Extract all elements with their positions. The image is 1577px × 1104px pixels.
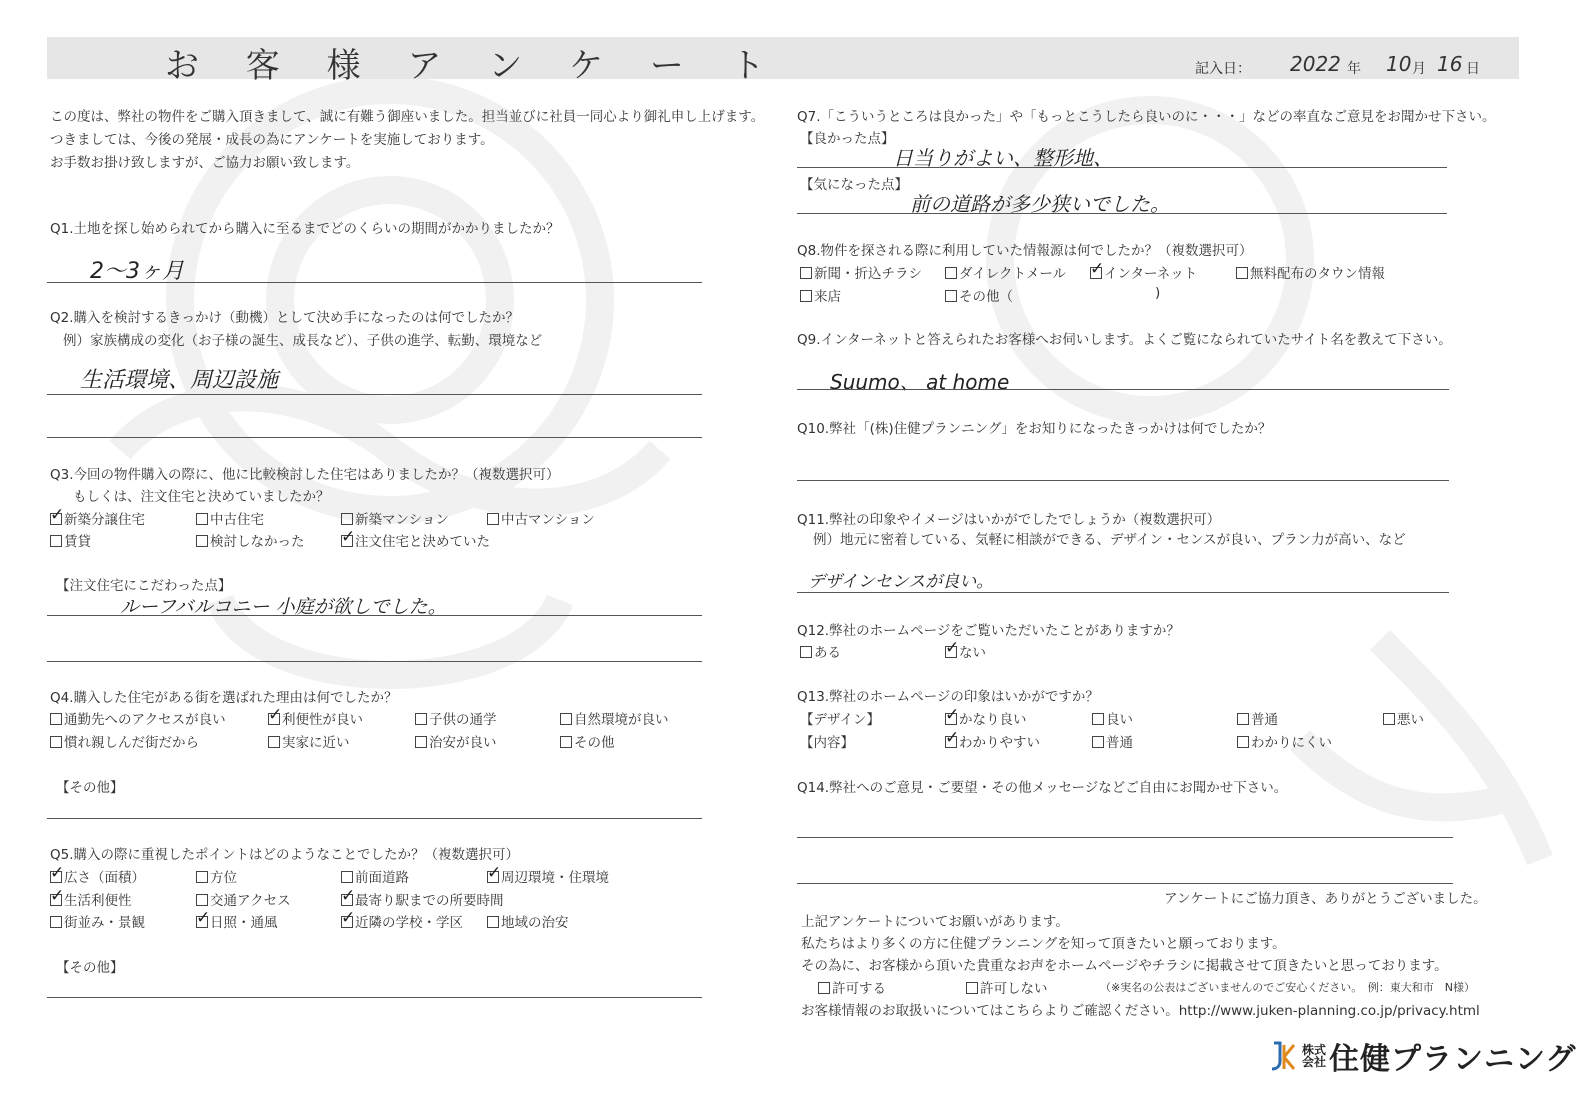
company-logo [1270, 1034, 1576, 1078]
date-year: 2022 [1290, 52, 1341, 76]
page-title: お 客 様 ア ン ケ ー ト [165, 46, 783, 86]
q4-option[interactable]: 実家に近い [268, 731, 350, 751]
q13-content-label: 【内容】 [800, 735, 854, 751]
checkbox[interactable] [1092, 736, 1104, 748]
checkbox[interactable] [560, 736, 572, 748]
q2-question: Q2.購入を検討するきっかけ（動機）として決め手になったのは何でしたか？ [50, 310, 520, 326]
answer-line [47, 394, 702, 395]
answer-line [797, 389, 1449, 390]
checkbox[interactable] [487, 916, 499, 928]
q4-option[interactable]: 子供の通学 [415, 708, 497, 728]
permit-option[interactable]: 許可する [818, 977, 886, 997]
q11-question: Q11.弊社の印象やイメージはいかがでしたでしょうか（複数選択可） [797, 512, 1221, 528]
checkbox[interactable] [945, 267, 957, 279]
q12-option-no[interactable]: ✓ ない [945, 641, 986, 661]
answer-line [797, 837, 1453, 838]
q3-question: Q3.今回の物件購入の際に、他に比較検討した住宅はありましたか？（複数選択可） [50, 467, 560, 483]
q13-design-option[interactable]: 良い [1092, 708, 1133, 728]
q13-content-option[interactable]: ✓ わかりやすい [945, 731, 1040, 751]
q5-option[interactable]: ✓広さ（面積） [50, 866, 145, 886]
q4-question: Q4.購入した住宅がある街を選ばれた理由は何でしたか？ [50, 690, 398, 706]
thanks-text: アンケートにご協力頂き、ありがとうございました。 [1164, 891, 1487, 907]
checkbox[interactable] [800, 267, 812, 279]
checkbox[interactable] [415, 713, 427, 725]
q8-option[interactable]: 無料配布のタウン情報 [1236, 262, 1385, 282]
q13-design-label: 【デザイン】 [800, 712, 881, 728]
checkbox[interactable] [1237, 736, 1249, 748]
q3-option-used-house[interactable]: 中古住宅 [196, 508, 264, 528]
answer-line [47, 818, 702, 819]
q4-option[interactable]: 治安が良い [415, 731, 497, 751]
q12-question: Q12.弊社のホームページをご覧いただいたことがありますか？ [797, 623, 1180, 639]
answer-line [797, 480, 1449, 481]
answer-line [47, 437, 702, 438]
q5-option[interactable]: ✓ 近隣の学校・学区 [341, 911, 463, 931]
q10-question: Q10.弊社「(株)住健プランニング」をお知りになったきっかけは何でしたか？ [797, 421, 1272, 437]
checkbox[interactable] [1236, 267, 1248, 279]
q8-option[interactable]: ダイレクトメール [945, 262, 1066, 282]
checkbox[interactable] [487, 513, 499, 525]
q1-question: Q1.土地を探し始められてから購入に至るまでどのくらいの期間がかかりましたか？ [50, 221, 560, 237]
q7-bad-label: 【気になった点】 [800, 177, 908, 193]
q3-option-used-mansion[interactable]: 中古マンション [487, 508, 595, 528]
checkbox-checked[interactable] [341, 535, 353, 547]
company-name: 住健プランニング [1329, 1042, 1577, 1077]
request-line: 私たちはより多くの方に住健プランニングを知って頂きたいと願っております。 [801, 936, 1286, 952]
q5-option[interactable]: 方位 [196, 866, 237, 886]
date-day-unit: 日 [1466, 61, 1480, 77]
checkbox[interactable] [800, 290, 812, 302]
checkbox[interactable] [945, 290, 957, 302]
intro-line: つきましては、今後の発展・成長の為にアンケートを実施しております。 [50, 132, 494, 148]
q12-option-yes[interactable]: ある [800, 641, 841, 661]
q3-option-custom-home[interactable]: ✓ 注文住宅と決めていた [341, 530, 490, 550]
checkbox[interactable] [1237, 713, 1249, 725]
privacy-text: お客様情報のお取扱いについてはこちらよりご確認ください。http://www.juken-planning.co.jp/privacy.html [801, 1003, 1480, 1019]
request-line: 上記アンケートについてお願いがあります。 [801, 914, 1069, 930]
q5-question: Q5.購入の際に重視したポイントはどのようなことでしたか？（複数選択可） [50, 847, 520, 863]
checkbox[interactable] [50, 916, 62, 928]
q8-option[interactable]: 来店 [800, 285, 841, 305]
checkbox[interactable] [50, 736, 62, 748]
checkbox[interactable] [196, 894, 208, 906]
checkbox-checked[interactable] [341, 916, 353, 928]
checkbox-checked[interactable] [268, 713, 280, 725]
date-month: 10 [1386, 52, 1412, 76]
q5-option[interactable]: ✓生活利便性 [50, 889, 132, 909]
q4-other-label: 【その他】 [56, 780, 124, 796]
q13-content-option[interactable]: わかりにくい [1237, 731, 1332, 751]
q3-sub-label: 【注文住宅にこだわった点】 [56, 578, 232, 594]
q5-option[interactable]: 地域の治安 [487, 911, 569, 931]
checkbox-checked[interactable] [50, 513, 62, 525]
q5-option[interactable]: ✓ 最寄り駅までの所要時間 [341, 889, 504, 909]
checkbox-checked[interactable] [196, 916, 208, 928]
q3-option-not-considered[interactable]: 検討しなかった [196, 530, 305, 550]
q4-option[interactable]: ✓ 利便性が良い [268, 708, 363, 728]
q5-option[interactable]: 前面道路 [341, 866, 409, 886]
q3-option-new-mansion[interactable]: 新築マンション [341, 508, 449, 528]
q3-option-rental[interactable]: 賃貸 [50, 530, 91, 550]
q9-question: Q9.インターネットと答えられたお客様へお伺いします。よくご覧になられていたサイト名を教えて下さい。 [797, 332, 1452, 348]
checkbox[interactable] [50, 713, 62, 725]
checkbox-checked[interactable] [1090, 267, 1102, 279]
q8-option[interactable]: 新聞・折込チラシ [800, 262, 922, 282]
q14-question: Q14.弊社へのご意見・ご要望・その他メッセージなどご自由にお聞かせ下さい。 [797, 780, 1288, 796]
checkbox[interactable] [800, 646, 812, 658]
request-line: その為に、お客様から頂いた貴重なお声をホームページやチラシに掲載させて頂きたいと思っております。 [801, 958, 1448, 974]
q4-option[interactable]: 慣れ親しんだ街だから [50, 731, 199, 751]
q8-question: Q8.物件を探される際に利用していた情報源は何でしたか？（複数選択可） [797, 243, 1253, 259]
checkbox[interactable] [268, 736, 280, 748]
q7-bad-answer: 前の道路が多少狭いでした。 [910, 192, 1170, 216]
q13-design-option[interactable]: 悪い [1383, 708, 1424, 728]
checkbox-checked[interactable] [487, 871, 499, 883]
q4-option[interactable]: その他 [560, 731, 615, 751]
answer-line [797, 213, 1447, 214]
q3-option-new-built[interactable]: ✓新築分譲住宅 [50, 508, 145, 528]
q13-content-option[interactable]: 普通 [1092, 731, 1133, 751]
q5-option[interactable]: 交通アクセス [196, 889, 291, 909]
q5-option[interactable]: 街並み・景観 [50, 911, 145, 931]
q2-example: 例）家族構成の変化（お子様の誕生、成長など）、子供の進学、転勤、環境など [63, 333, 543, 349]
q2-answer: 生活環境、周辺設施 [80, 368, 279, 393]
answer-line [797, 167, 1447, 168]
q5-other-label: 【その他】 [56, 960, 124, 976]
answer-line [47, 615, 702, 616]
company-logo-icon [1270, 1041, 1296, 1071]
anonymity-note: （※実名の公表はございませんのでご安心ください。 例：東大和市 N様） [1100, 981, 1475, 994]
answer-line [47, 997, 702, 998]
checkbox[interactable] [341, 871, 353, 883]
q1-answer: 2～3ヶ月 [90, 259, 184, 284]
answer-line [47, 282, 702, 283]
q9-answer: Suumo、 at home [830, 370, 1010, 394]
q7-good-answer: 日当りがよい、整形地、 [893, 146, 1113, 170]
checkbox[interactable] [560, 713, 572, 725]
date-day: 16 [1437, 52, 1463, 76]
q8-other-close: ) [1155, 285, 1161, 301]
q13-design-option[interactable]: ✓ かなり良い [945, 708, 1027, 728]
checkbox[interactable] [1092, 713, 1104, 725]
q4-option[interactable]: 通勤先へのアクセスが良い [50, 708, 226, 728]
q11-example: 例）地元に密着している、気軽に相談ができる、デザイン・センスが良い、プラン力が高い、など [813, 532, 1406, 548]
q7-question: Q7.「こういうところは良かった」や「もっとこうしたら良いのに・・・」などの率直なご意見をお聞かせ下さい。 [797, 109, 1496, 125]
q5-option[interactable]: ✓ 周辺環境・住環境 [487, 866, 609, 886]
checkbox-checked[interactable] [945, 646, 957, 658]
q4-option[interactable]: 自然環境が良い [560, 708, 669, 728]
date-month-unit: 月 [1412, 61, 1426, 77]
checkbox-checked[interactable] [50, 871, 62, 883]
checkbox[interactable] [196, 871, 208, 883]
checkbox-checked[interactable] [341, 894, 353, 906]
checkbox-checked[interactable] [50, 894, 62, 906]
q3-sub-answer: ルーフバルコニー 小庭が欲しでした。 [120, 596, 447, 618]
checkbox[interactable] [196, 513, 208, 525]
checkbox-checked[interactable] [945, 713, 957, 725]
q3-question-2: もしくは、注文住宅と決めていましたか？ [73, 489, 330, 505]
checkbox[interactable] [966, 982, 978, 994]
date-label: 記入日： [1195, 61, 1251, 77]
checkbox[interactable] [50, 535, 62, 547]
q13-design-option[interactable]: 普通 [1237, 708, 1278, 728]
q8-option[interactable]: その他（ [945, 285, 1013, 305]
answer-line [797, 592, 1449, 593]
company-type: 株式会社 [1302, 1043, 1327, 1069]
checkbox[interactable] [1383, 713, 1395, 725]
checkbox[interactable] [818, 982, 830, 994]
date-year-unit: 年 [1347, 61, 1361, 77]
checkbox-checked[interactable] [945, 736, 957, 748]
checkbox[interactable] [196, 535, 208, 547]
q8-option-internet[interactable]: ✓ インターネット [1090, 262, 1197, 282]
q7-good-label: 【良かった点】 [800, 131, 895, 147]
answer-line [47, 661, 702, 662]
checkbox[interactable] [341, 513, 353, 525]
deny-option[interactable]: 許可しない [966, 977, 1048, 997]
q5-option[interactable]: ✓ 日照・通風 [196, 911, 278, 931]
q13-question: Q13.弊社のホームページの印象はいかがですか？ [797, 689, 1099, 705]
intro-line: お手数お掛け致しますが、ご協力お願い致します。 [50, 155, 360, 171]
answer-line [797, 883, 1453, 884]
checkbox[interactable] [415, 736, 427, 748]
q11-answer: デザインセンスが良い。 [808, 572, 994, 592]
intro-line: この度は、弊社の物件をご購入頂きまして、誠に有難う御座いました。担当並びに社員一同心より御礼申し上げます。 [50, 109, 765, 125]
